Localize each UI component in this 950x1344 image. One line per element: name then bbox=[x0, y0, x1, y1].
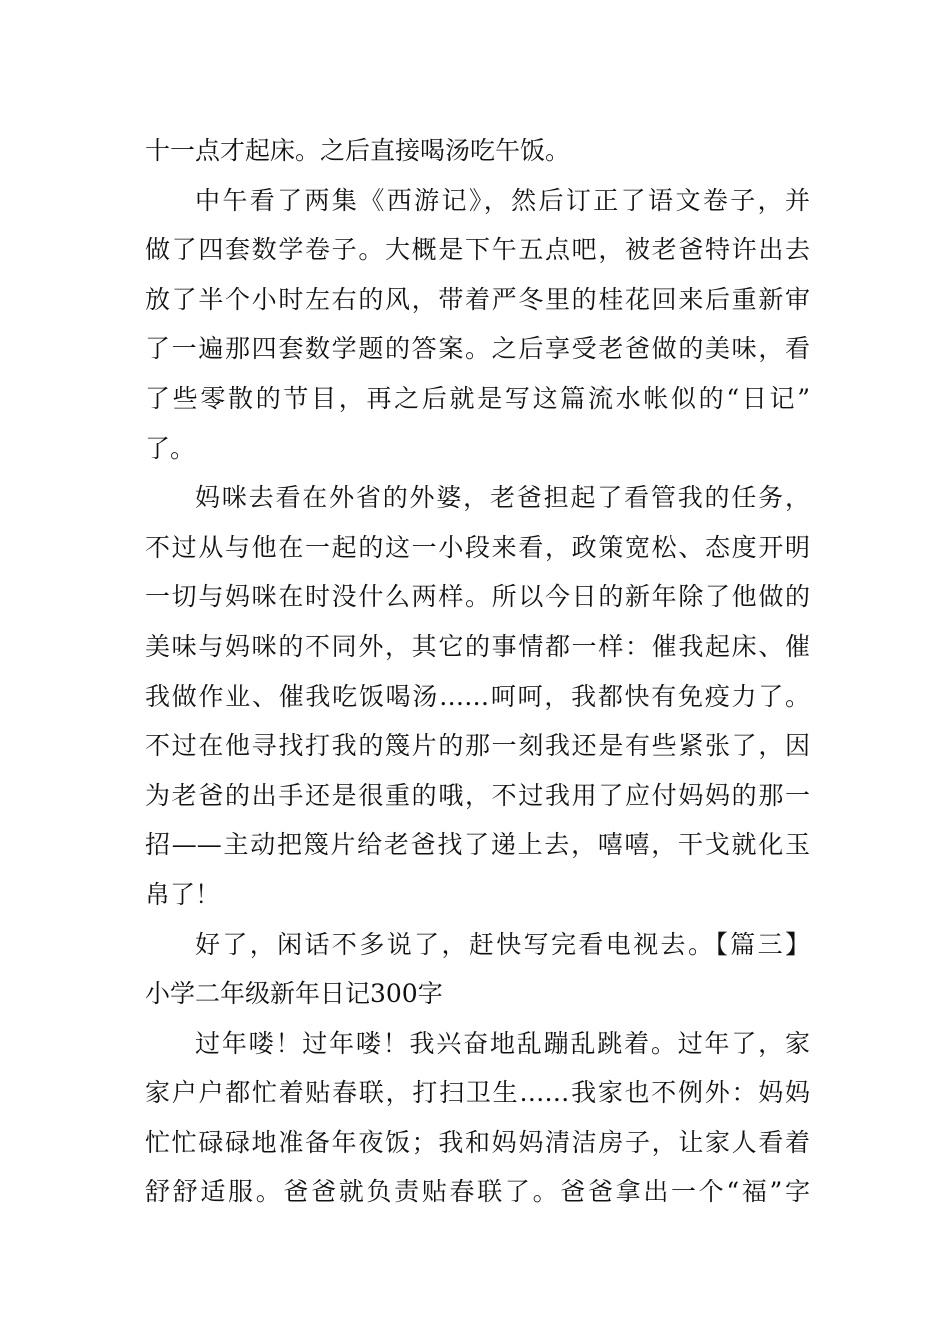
text-line: 我做作业、催我吃饭喝汤……呵呵，我都快有免疫力了。 bbox=[145, 681, 810, 711]
text-line: 一切与妈咪在时没什么两样。所以今日的新年除了他做的 bbox=[145, 582, 810, 612]
text-line: 小学二年级新年日记300字 bbox=[145, 979, 443, 1009]
text-line: 了些零散的节目，再之后就是写这篇流水帐似的“日记” bbox=[145, 383, 810, 413]
text-line: 忙忙碌碌地准备年夜饭；我和妈妈清洁房子，让家人看着 bbox=[145, 1127, 810, 1157]
text-line: 为老爸的出手还是很重的哦，不过我用了应付妈妈的那一 bbox=[145, 780, 810, 810]
text-line: 过年喽！过年喽！我兴奋地乱蹦乱跳着。过年了，家 bbox=[195, 1028, 810, 1058]
text-line: 做了四套数学卷子。大概是下午五点吧，被老爸特许出去 bbox=[145, 235, 810, 265]
text-line: 放了半个小时左右的风，带着严冬里的桂花回来后重新审 bbox=[145, 284, 810, 314]
text-line: 招——主动把篾片给老爸找了递上去，嘻嘻，干戈就化玉 bbox=[145, 830, 810, 860]
text-line: 中午看了两集《西游记》，然后订正了语文卷子，并 bbox=[195, 185, 810, 215]
text-line: 妈咪去看在外省的外婆，老爸担起了看管我的任务， bbox=[195, 483, 810, 513]
text-line: 舒舒适服。爸爸就负责贴春联了。爸爸拿出一个“福”字 bbox=[145, 1177, 810, 1207]
document-body bbox=[145, 126, 810, 1217]
text-line: 不过从与他在一起的这一小段来看，政策宽松、态度开明 bbox=[145, 532, 810, 562]
text-line: 美味与妈咪的不同外，其它的事情都一样：催我起床、催 bbox=[145, 631, 810, 661]
text-line: 好了，闲话不多说了，赶快写完看电视去。【篇三】 bbox=[195, 929, 810, 959]
text-line: 了。 bbox=[145, 433, 196, 463]
text-line: 十一点才起床。之后直接喝汤吃午饭。 bbox=[145, 136, 571, 165]
text-line: 帛了！ bbox=[145, 879, 221, 909]
text-line: 家户户都忙着贴春联，打扫卫生……我家也不例外：妈妈 bbox=[145, 1078, 810, 1108]
text-line: 了一遍那四套数学题的答案。之后享受老爸做的美味，看 bbox=[145, 334, 810, 364]
text-line: 不过在他寻找打我的篾片的那一刻我还是有些紧张了，因 bbox=[145, 731, 810, 761]
